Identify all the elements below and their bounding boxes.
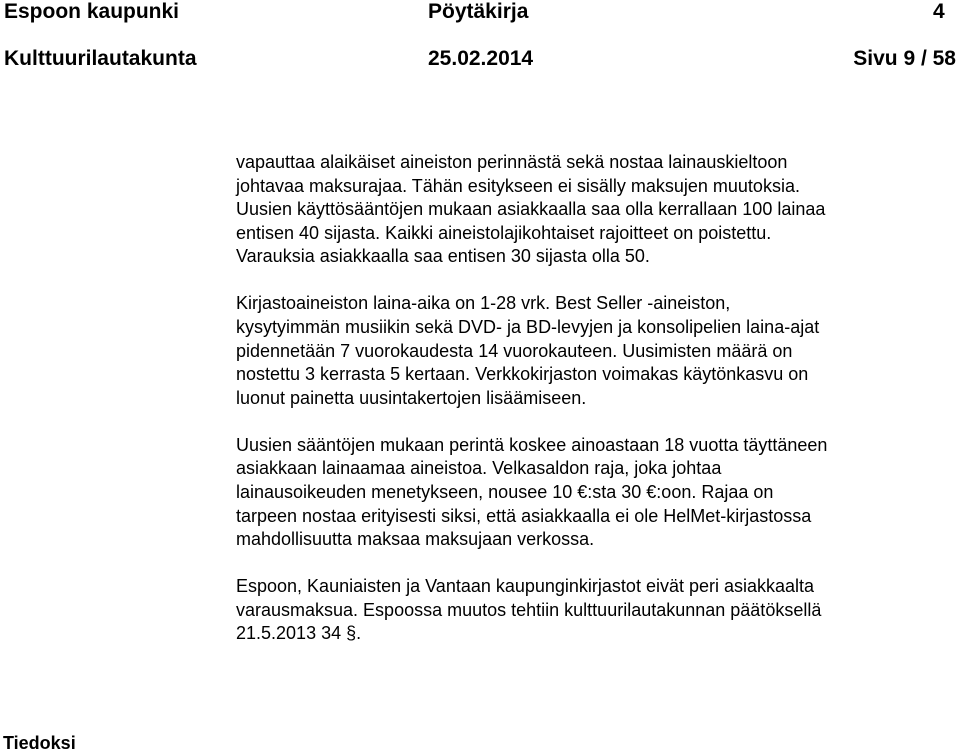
board-name: Kulttuurilautakunta [4,47,197,70]
text-line: luonut painetta uusintakertojen lisäämiseen. [236,387,587,408]
text-line: asiakkaan lainaamaa aineistoa. Velkasaldon raja, joka johtaa [236,458,722,479]
paragraph-loan-rules [236,151,956,269]
meeting-date: 25.02.2014 [428,47,534,70]
text-line: johtavaa maksurajaa. Tähän esitykseen ei sisälly maksujen muutoksia. [236,175,800,196]
text-line: varausmaksua. Espoossa muutos tehtiin kulttuurilautakunnan päätöksellä [236,599,822,620]
text-line: Espoon, Kauniaisten ja Vantaan kaupunginkirjastot eivät peri asiakkaalta [236,576,815,597]
paragraph-reservation-fee [236,575,956,646]
text-line: nostettu 3 kerrasta 5 kertaan. Verkkokirjaston voimakas käytönkasvu on [236,364,809,385]
text-line: lainausoikeuden menetykseen, nousee 10 €:sta 30 €:oon. Rajaa on [236,481,774,502]
text-line: mahdollisuutta maksaa maksujaan verkossa. [236,529,595,550]
section-number: 4 [933,0,945,23]
text-line: Uusien käyttösääntöjen mukaan asiakkaalla saa olla kerrallaan 100 lainaa [236,199,826,220]
page-number: Sivu 9 / 58 [853,47,956,70]
text-line: 21.5.2013 34 §. [236,623,362,644]
text-line: vapauttaa alaikäiset aineiston perinnästä sekä nostaa lainauskieltoon [236,152,788,172]
text-line: entisen 40 sijasta. Kaikki aineistolajikohtaiset rajoitteet on poistettu. [236,222,772,243]
text-line: tarpeen nostaa erityisesti siksi, että asiakkaalla ei ole HelMet-kirjastossa [236,505,812,526]
text-line: Varauksia asiakkaalla saa entisen 30 sijasta olla 50. [236,246,650,267]
organization-name: Espoon kaupunki [4,0,180,23]
text-line: pidennetään 7 vuorokaudesta 14 vuorokauteen. Uusimisten määrä on [236,340,793,361]
paragraph-collection [236,434,956,552]
document-type: Pöytäkirja [428,0,529,23]
text-line: Kirjastoaineiston laina-aika on 1-28 vrk. Best Seller -aineiston, [236,293,731,314]
text-line: Uusien sääntöjen mukaan perintä koskee ainoastaan 18 vuotta täyttäneen [236,434,828,455]
text-line: kysytyimmän musiikin sekä DVD- ja BD-levyjen ja konsolipelien laina-ajat [236,316,820,337]
section-heading-tiedoksi: Tiedoksi [3,733,76,753]
paragraph-loan-period [236,292,956,410]
document-body [236,151,956,646]
page-header [0,0,960,80]
